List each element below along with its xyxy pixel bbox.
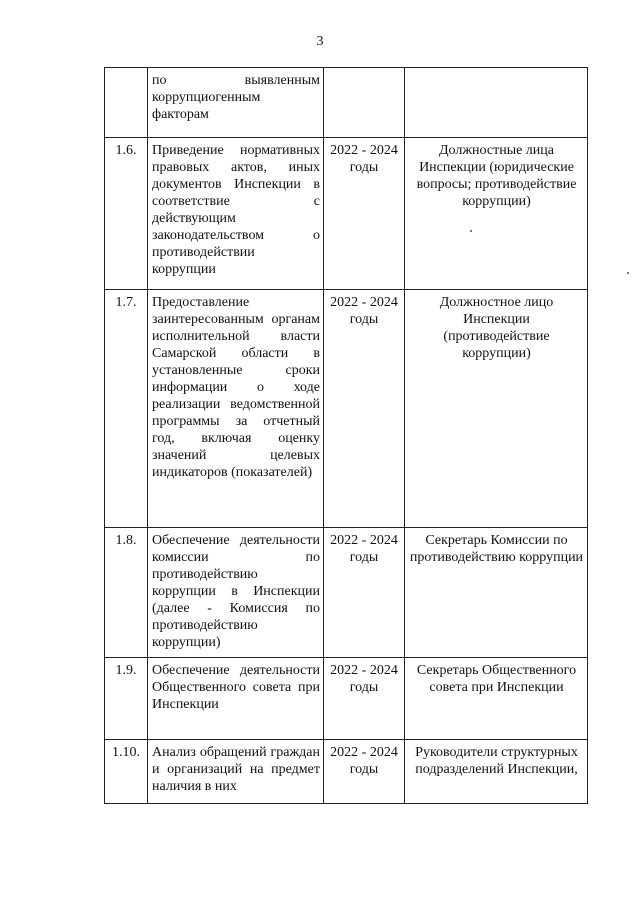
activity-term — [324, 68, 405, 138]
activity-responsible: Руководители структурных подразделений Инспекции, — [405, 740, 588, 804]
table-row — [105, 138, 588, 290]
activity-responsible: Секретарь Общественного совета при Инспекции — [405, 658, 588, 740]
table-row — [105, 658, 588, 740]
activity-name: Обеспечение деятельности Общественного совета при Инспекции — [148, 658, 324, 740]
row-number: 1.10. — [105, 740, 148, 804]
table-row — [105, 528, 588, 658]
activity-name: Предоставление заинтересованным органам исполнительной власти Самарской области в установленные сроки информации о ходе реализации ведомственной программы за отчетный год, включая оценку значений целевых индикаторов (показателей) — [148, 290, 324, 528]
row-number — [105, 68, 148, 138]
page-number: 3 — [316, 34, 324, 49]
activity-responsible: Должностное лицо Инспекции (противодействие коррупции) — [405, 290, 588, 528]
activity-name: Анализ обращений граждан и организаций на предмет наличия в них — [148, 740, 324, 804]
activity-term: 2022 - 2024 годы — [324, 740, 405, 804]
activity-responsible: Секретарь Комиссии по противодействию коррупции — [405, 528, 588, 658]
activity-term: 2022 - 2024 годы — [324, 528, 405, 658]
row-number: 1.7. — [105, 290, 148, 528]
activity-term: 2022 - 2024 годы — [324, 138, 405, 290]
row-number: 1.8. — [105, 528, 148, 658]
activity-name: Обеспечение деятельности комиссии по противодействию коррупции в Инспекции (далее - Комиссия по противодействию коррупции) — [148, 528, 324, 658]
activity-term: 2022 - 2024 годы — [324, 290, 405, 528]
scan-speck — [470, 230, 472, 232]
activity-name: по выявленным коррупциогенным факторам — [148, 68, 324, 138]
table-row — [105, 740, 588, 804]
scan-speck — [627, 272, 629, 274]
program-activities-table — [104, 67, 588, 804]
row-number: 1.9. — [105, 658, 148, 740]
row-number: 1.6. — [105, 138, 148, 290]
table-row — [105, 290, 588, 528]
table-row — [105, 68, 588, 138]
activity-term: 2022 - 2024 годы — [324, 658, 405, 740]
activity-name: Приведение нормативных правовых актов, иных документов Инспекции в соответствие с действующим законодательством о противодействии коррупции — [148, 138, 324, 290]
activity-responsible: Должностные лица Инспекции (юридические вопросы; противодействие коррупции) — [405, 138, 588, 290]
activity-responsible — [405, 68, 588, 138]
